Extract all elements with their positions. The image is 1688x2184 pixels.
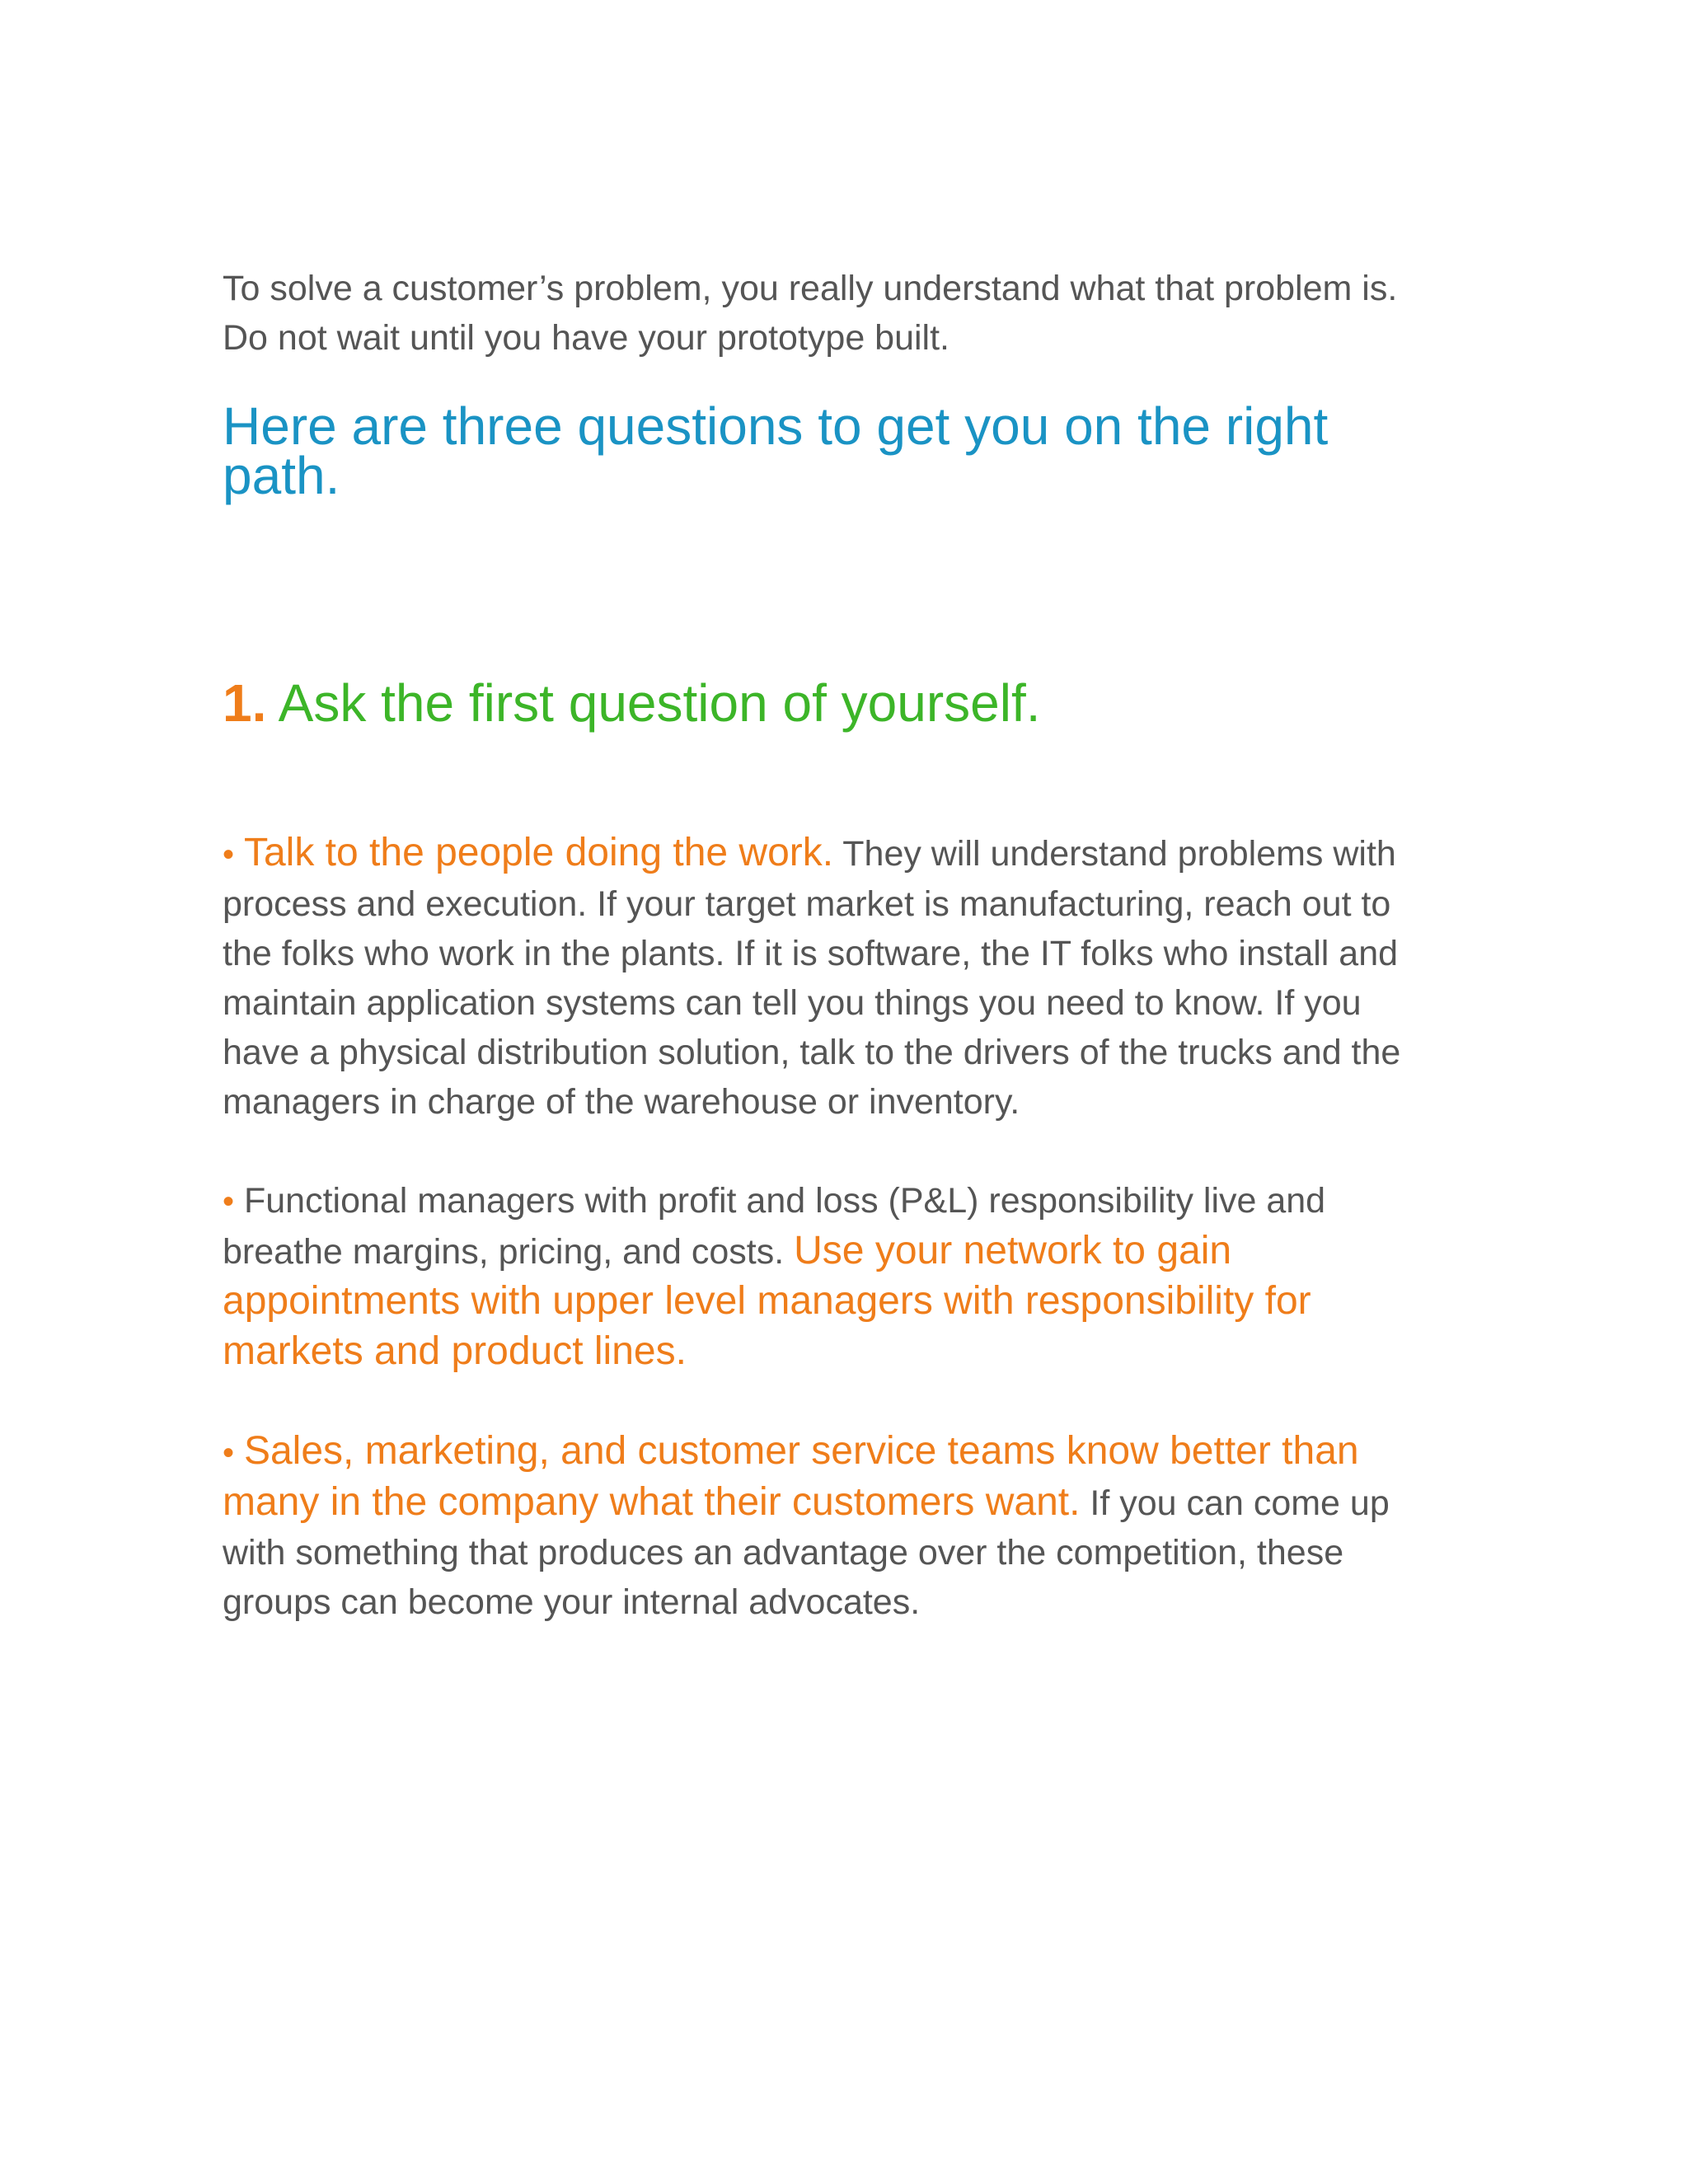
bullet-highlight: Talk to the people doing the work. bbox=[243, 831, 834, 874]
question-heading bbox=[223, 670, 1434, 736]
intro-paragraph: To solve a customer’s problem, you really understand what that problem is. Do not wait until you have your prototype built. bbox=[223, 269, 1398, 358]
bullet-dot-icon: • bbox=[223, 1183, 235, 1220]
bullet-body: If you can come up with something that produces an advantage over the competition, these groups can become your internal advocates. bbox=[223, 1483, 1390, 1622]
bullet-highlight: Sales, marketing, and customer service teams know better than many in the company what their customers want. bbox=[223, 1429, 1359, 1524]
bullet-item-functional-managers bbox=[223, 1176, 1434, 1377]
bullet-item-sales-marketing bbox=[223, 1427, 1434, 1627]
bullet-item-people-doing-work bbox=[223, 828, 1434, 1127]
bullet-body: They will understand problems with process and execution. If your target market is manufacturing, reach out to the folks who work in the plants. If it is software, the IT folks who install and maintain application systems can tell you things you need to know. If you have a physical distribution solution, talk to the drivers of the trucks and the managers in charge of the warehouse or inventory. bbox=[223, 834, 1401, 1122]
document-page bbox=[223, 264, 1434, 1627]
bullet-dot-icon: • bbox=[223, 1435, 235, 1471]
bullet-highlight: Use your network to gain appointments with upper level managers with responsibility for markets and product lines. bbox=[223, 1229, 1311, 1373]
bullet-body: Functional managers with profit and loss (P&L) responsibility live and breathe margins, pricing, and costs. bbox=[223, 1181, 1326, 1272]
bullet-dot-icon: • bbox=[223, 837, 235, 873]
lead-heading: Here are three questions to get you on the right path. bbox=[223, 396, 1329, 505]
question-number: 1. bbox=[223, 673, 267, 733]
question-text: Ask the first question of yourself. bbox=[278, 673, 1041, 733]
